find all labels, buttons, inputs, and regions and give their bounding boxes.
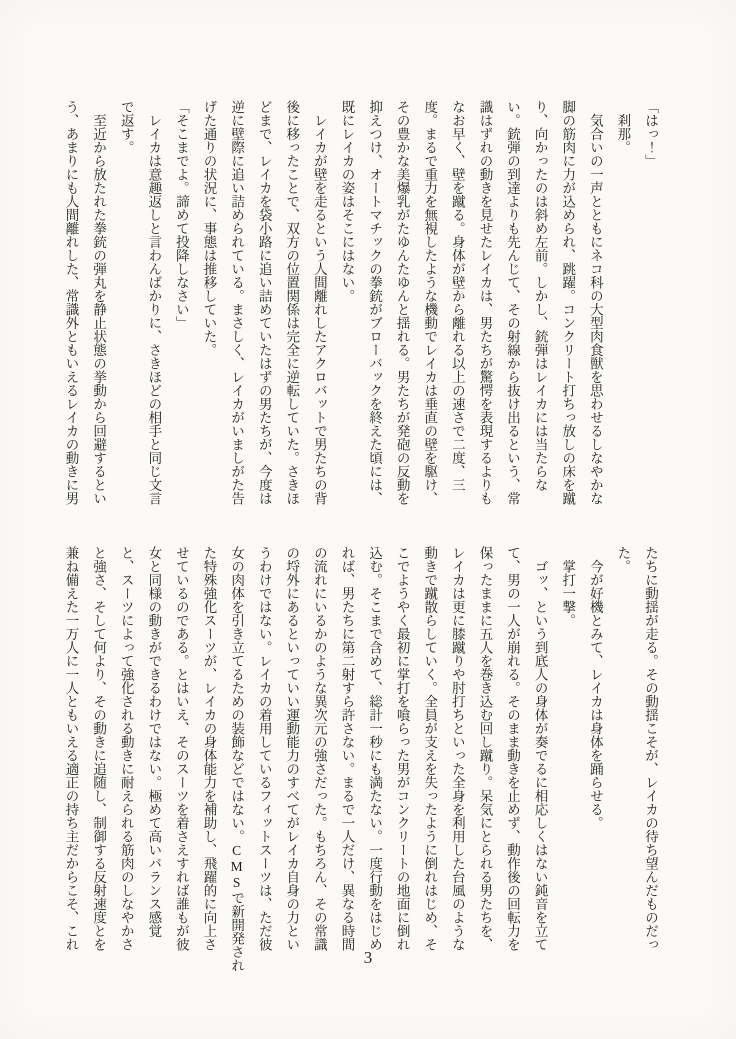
text-column: 兼ね備えた一万人に一人ともいえる適正の持ち主だからこそ、これ	[63, 546, 79, 951]
text-column: どまで、レイカを袋小路に追い詰めていたはずの男たちが、今度は	[256, 100, 272, 505]
text-column: 至近から放たれた拳銃の弾丸を静止状態の挙動から回避するとい	[91, 100, 107, 505]
text-column: 逆に壁際に追い詰められている。まさしく、レイカがいましがた告	[229, 100, 245, 505]
text-column: レイカが壁を走るという人間離れしたアクロバットで男たちの背	[311, 100, 327, 505]
text-column: 気合いの一声とともにネコ科の大型肉食獣を思わせるしなやかな	[587, 100, 603, 505]
text-column: 保ったままに五人を巻き込む回し蹴り。呆気にとられる男たちを、	[477, 546, 493, 951]
text-column: なお早く、壁を蹴る。身体が壁から離れる以上の速さで二度、三	[449, 100, 465, 492]
text-column: 抑えつけ、オートマチックの拳銃がブローバックを終えた頃には、	[367, 100, 383, 505]
text-column: こでようやく最初に掌打を喰らった男がコンクリートの地面に倒れ	[394, 546, 410, 951]
text-column: れば、男たちに第二射すら許さない。まるで一人だけ、異なる時間	[339, 546, 355, 951]
text-column: の埒外にあるといっていい運動能力のすべてがレイカ自身の力とい	[284, 546, 300, 951]
text-column: り、向かったのは斜め左前。しかし、銃弾はレイカには当たらな	[532, 100, 548, 492]
text-column: ゴッ、という到底人の身体が奏でるに相応しくはない鈍音を立て	[532, 546, 548, 951]
text-block-upper	[57, 100, 664, 508]
text-column: う、あまりにも人間離れした、常識外ともいえるレイカの動きに男	[63, 100, 79, 505]
text-column: と、スーツによって強化される動きに耐えられる筋肉のしなやかさ	[118, 546, 134, 951]
text-column: その豊かな美爆乳がたゆんたゆんと揺れる。男たちが発砲の反動を	[394, 100, 410, 505]
text-column: で返す。	[118, 100, 134, 154]
text-column: 今が好機とみて、レイカは身体を踊らせる。	[587, 546, 603, 830]
text-column: の流れにいるかのような異次元の強さだった。もちろん、その常識	[311, 546, 327, 951]
text-column: 「はっ！」	[643, 100, 658, 168]
text-column: た特殊強化スーツが、レイカの身体能力を補助し、飛躍的に向上さ	[201, 546, 217, 951]
text-block-lower	[57, 546, 664, 972]
text-column: せているのである。とはいえ、そのスーツを着さえすれば誰もが彼	[173, 546, 189, 951]
text-column: 識はずれの動きを見せたレイカは、男たちが驚愕を表現するよりも	[477, 100, 493, 505]
text-column: 動きで蹴散らしていく。全員が支えを失ったように倒れはじめ、そ	[422, 546, 438, 951]
text-column: 掌打一撃。	[560, 546, 576, 627]
text-column: 既にレイカの姿はそこにはない。	[339, 100, 355, 303]
text-column: い。銃弾の到達よりも先んじて、その射線から抜け出るという、常	[505, 100, 521, 505]
text-column: レイカは意趣返しと言わんばかりに、さきほどの相手と同じ文言	[146, 100, 162, 505]
latin-run: CMS	[229, 843, 245, 891]
text-column: げた通りの状況に、事態は推移していた。	[201, 100, 217, 357]
text-column: 脚の筋肉に力が込められ、跳躍。コンクリート打ちっ放しの床を蹴	[560, 100, 576, 505]
text-column: 刹那。	[615, 100, 631, 154]
text-column: 女の肉体を引き立てるための装飾などではない。CMSで新開発され	[229, 546, 245, 972]
text-column: と強さ、そして何より、その動きに追随し、制御する反射速度とを	[91, 546, 107, 951]
text-column: 女と同様の動きができるわけではない。極めて高いバランス感覚	[146, 546, 162, 938]
text-column: うわけではない。レイカの着用しているフィットスーツは、ただ彼	[256, 546, 272, 951]
text-column: レイカは更に膝蹴りや肘打ちといった全身を利用した台風のような	[449, 546, 465, 951]
text-column: た。	[615, 546, 631, 573]
text-column: 度。まるで重力を無視したような機動でレイカは垂直の壁を駆け、	[422, 100, 438, 505]
text-column: て、男の一人が崩れる。そのまま動きを止めず、動作後の回転力を	[505, 546, 521, 951]
text-column: 「そこまでよ。諦めて投降しなさい」	[173, 100, 189, 330]
text-column: たちに動揺が走る。その動揺こそが、レイカの待ち望んだものだっ	[643, 546, 658, 951]
text-column: 込む。そこまで含めて、総計一秒にも満たない。一度行動をはじめ	[367, 546, 383, 951]
page-number: 3	[363, 948, 373, 967]
text-column: 後に移ったことで、双方の位置関係は完全に逆転していた。さきほ	[284, 100, 300, 505]
